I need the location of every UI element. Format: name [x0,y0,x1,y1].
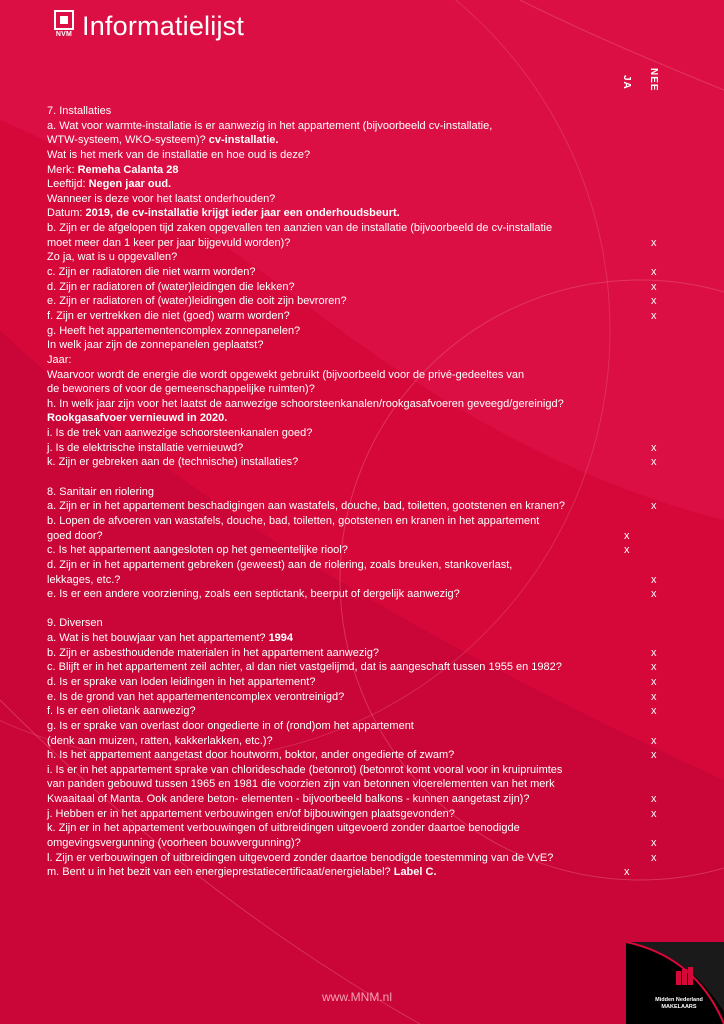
question-text: k. Zijn er in het appartement verbouwingen of uitbreidingen uitgevoerd zonder daartoe benodigde [47,822,520,835]
column-header-ja: JA [621,75,632,90]
question-row [47,324,627,339]
question-text: de bewoners of voor de gemeenschappelijke ruimten)? [47,383,315,396]
question-row [47,616,627,631]
question-row [47,382,627,397]
question-text: j. Hebben er in het appartement verbouwingen en/of bijbouwingen plaatsgevonden? [47,807,455,820]
question-row [47,675,657,690]
question-text: k. Zijn er gebreken aan de (technische) installaties? [47,456,299,469]
question-row [47,470,627,485]
question-row [47,397,627,412]
answer-text: 1994 [268,632,294,645]
nee-mark: x [651,690,657,703]
ja-mark: x [624,544,630,557]
question-row [47,763,627,778]
question-row [47,441,657,456]
mnm-logo-block [626,942,724,1024]
question-text: b. Lopen de afvoeren van wastafels, douche, bad, toiletten, gootstenen en kranen in het appartement [47,514,540,527]
nee-mark: x [651,661,657,674]
question-row [47,499,657,514]
column-header-nee: NEE [648,68,659,92]
mnm-logo-icon [676,967,694,989]
question-text: e. Zijn er radiatoren of (water)leidingen die ooit zijn bevroren? [47,295,347,308]
question-row [47,821,627,836]
question-row [47,119,627,134]
question-text: d. Is er sprake van loden leidingen in het appartement? [47,675,316,688]
nvm-logo [52,10,76,40]
answer-text: 2019, de cv-installatie krijgt ieder jaar een onderhoudsbeurt. [85,207,400,220]
question-text: f. Is er een olietank aanwezig? [47,705,196,718]
answer-text: cv-installatie. [208,134,279,147]
question-row [47,148,627,163]
question-text: moet meer dan 1 keer per jaar bijgevuld worden)? [47,236,291,249]
question-row [47,368,627,383]
corner-arc-icon [626,942,724,1024]
question-text: 9. Diversen [47,617,103,630]
question-text: a. Zijn er in het appartement beschadigingen aan wastafels, douche, bad, toiletten, gootstenen en kranen? [47,500,565,513]
question-row [47,221,627,236]
question-row [47,104,627,119]
nee-mark: x [651,309,657,322]
question-row [47,514,627,529]
question-text: d. Zijn er in het appartement gebreken (geweest) aan de riolering, zoals breuken, stankoverlast, [47,558,513,571]
question-text: e. Is er een andere voorziening, zoals een septictank, beerput of dergelijk aanwezig? [47,588,460,601]
question-row [47,177,627,192]
logo-text: NVM [55,31,73,38]
nee-mark: x [651,646,657,659]
question-row [47,646,657,661]
answer-text: Label C. [393,866,437,879]
question-row [47,602,627,617]
question-row [47,192,627,207]
footer-url: www.MNM.nl [322,990,393,1004]
question-row [47,587,657,602]
nee-mark: x [651,807,657,820]
question-text: c. Zijn er radiatoren die niet warm worden? [47,266,256,279]
answer-text: Rookgasafvoer vernieuwd in 2020. [47,412,228,425]
question-row [47,280,657,295]
question-text: i. Is de trek van aanwezige schoorsteenkanalen goed? [47,427,313,440]
question-row [47,353,627,368]
question-text: goed door? [47,529,103,542]
question-text: i. Is er in het appartement sprake van chlorideschade (betonrot) (betonrot komt vooral voor in kruipruimtes [47,763,563,776]
question-text: Jaar: [47,353,72,366]
question-text: van panden gebouwd tussen 1965 en 1981 die voorzien zijn van betonnen vloerelementen van het merk [47,778,555,791]
question-list [47,104,657,880]
question-row [47,529,630,544]
question-text: WTW-systeem, WKO-systeem)? [47,134,209,147]
page-header [52,10,244,42]
question-row [47,250,627,265]
nee-mark: x [651,295,657,308]
question-row [47,573,657,588]
question-row [47,777,627,792]
nee-mark: x [651,441,657,454]
question-row [47,265,657,280]
question-text: e. Is de grond van het appartementencomplex verontreinigd? [47,690,345,703]
question-row [47,719,627,734]
question-row [47,206,627,221]
question-text: g. Is er sprake van overlast door ongedierte in of (rond)om het appartement [47,719,414,732]
question-text: a. Wat voor warmte-installatie is er aanwezig in het appartement (bijvoorbeeld cv-installatie, [47,119,493,132]
nee-mark: x [651,734,657,747]
question-text: Datum: [47,207,86,220]
nvm-logo-mark-icon [54,10,74,30]
nee-mark: x [651,749,657,762]
question-text: Kwaaitaal of Manta. Ook andere beton- elementen - bijvoorbeeld balkons - kunnen aangetast zijn)? [47,793,530,806]
question-row [47,660,657,675]
nee-mark: x [651,280,657,293]
question-row [47,690,657,705]
corner-text [644,997,714,1011]
question-text: b. Zijn er asbesthoudende materialen in het appartement aanwezig? [47,646,380,659]
question-text: b. Zijn er de afgelopen tijd zaken opgevallen ten aanzien van de installatie (bijvoorbeeld de cv-installatie [47,222,553,235]
question-text: Merk: [47,163,78,176]
question-text: a. Wat is het bouwjaar van het appartement? [47,632,269,645]
nee-mark: x [651,675,657,688]
nee-mark: x [651,236,657,249]
question-text: 8. Sanitair en riolering [47,485,155,498]
nee-mark: x [651,500,657,513]
question-row [47,133,627,148]
question-text: j. Is de elektrische installatie vernieuwd? [47,441,244,454]
ja-mark: x [624,529,630,542]
question-row [47,792,657,807]
question-text: Wanneer is deze voor het laatst onderhouden? [47,192,276,205]
question-text: omgevingsvergunning (voorheen bouwvergunning)? [47,837,301,850]
question-row [47,455,657,470]
nee-mark: x [651,266,657,279]
question-row [47,836,657,851]
question-row [47,485,627,500]
question-text: h. Is het appartement aangetast door houtworm, boktor, ander ongedierte of zwam? [47,749,455,762]
page-title: Informatielijst [82,11,245,41]
nee-mark: x [651,456,657,469]
question-text: 7. Installaties [47,105,112,117]
question-row [47,631,627,646]
question-text: h. In welk jaar zijn voor het laatst de aanwezige schoorsteenkanalen/rookgasafvoeren geveegd/gereinigd? [47,397,564,410]
question-row [47,748,657,763]
question-text: lekkages, etc.? [47,573,121,586]
nee-mark: x [651,573,657,586]
question-text: (denk aan muizen, ratten, kakkerlakken, etc.)? [47,734,273,747]
question-row [47,294,657,309]
question-row [47,704,657,719]
question-text: In welk jaar zijn de zonnepanelen geplaatst? [47,339,264,352]
nee-mark: x [651,793,657,806]
question-row [47,851,657,866]
nee-mark: x [651,705,657,718]
question-row [47,426,627,441]
question-text: f. Zijn er vertrekken die niet (goed) warm worden? [47,309,290,322]
question-text: g. Heeft het appartementencomplex zonnepanelen? [47,324,301,337]
question-row [47,807,657,822]
question-row [47,338,627,353]
question-row [47,236,657,251]
question-text: m. Bent u in het bezit van een energieprestatiecertificaat/energielabel? [47,866,394,879]
question-row [47,734,657,749]
question-row [47,411,627,426]
question-text: Leeftijd: [47,178,89,191]
nee-mark: x [651,851,657,864]
question-text: Wat is het merk van de installatie en hoe oud is deze? [47,148,311,161]
answer-text: Negen jaar oud. [88,178,172,191]
answer-text: Remeha Calanta 28 [77,163,179,176]
question-text: Zo ja, wat is u opgevallen? [47,251,178,264]
question-row [47,865,630,880]
corner-brand-sub: MAKELAARS [661,1004,697,1010]
corner-brand-name: Midden Nederland [655,997,703,1003]
nee-mark: x [651,588,657,601]
question-text: l. Zijn er verbouwingen of uitbreidingen uitgevoerd zonder daartoe benodigde toestemming van de VvE? [47,851,554,864]
question-text: c. Blijft er in het appartement zeil achter, al dan niet vastgelijmd, dat is aangeschaft tussen 1955 en 1982? [47,661,562,674]
question-row [47,543,630,558]
nee-mark: x [651,837,657,850]
question-row [47,558,627,573]
question-text: c. Is het appartement aangesloten op het gemeentelijke riool? [47,544,348,557]
question-text: d. Zijn er radiatoren of (water)leidingen die lekken? [47,280,295,293]
ja-mark: x [624,866,630,879]
question-text: Waarvoor wordt de energie die wordt opgewekt gebruikt (bijvoorbeeld voor de privé-gedeeltes van [47,368,525,381]
question-row [47,163,627,178]
question-row [47,309,657,324]
